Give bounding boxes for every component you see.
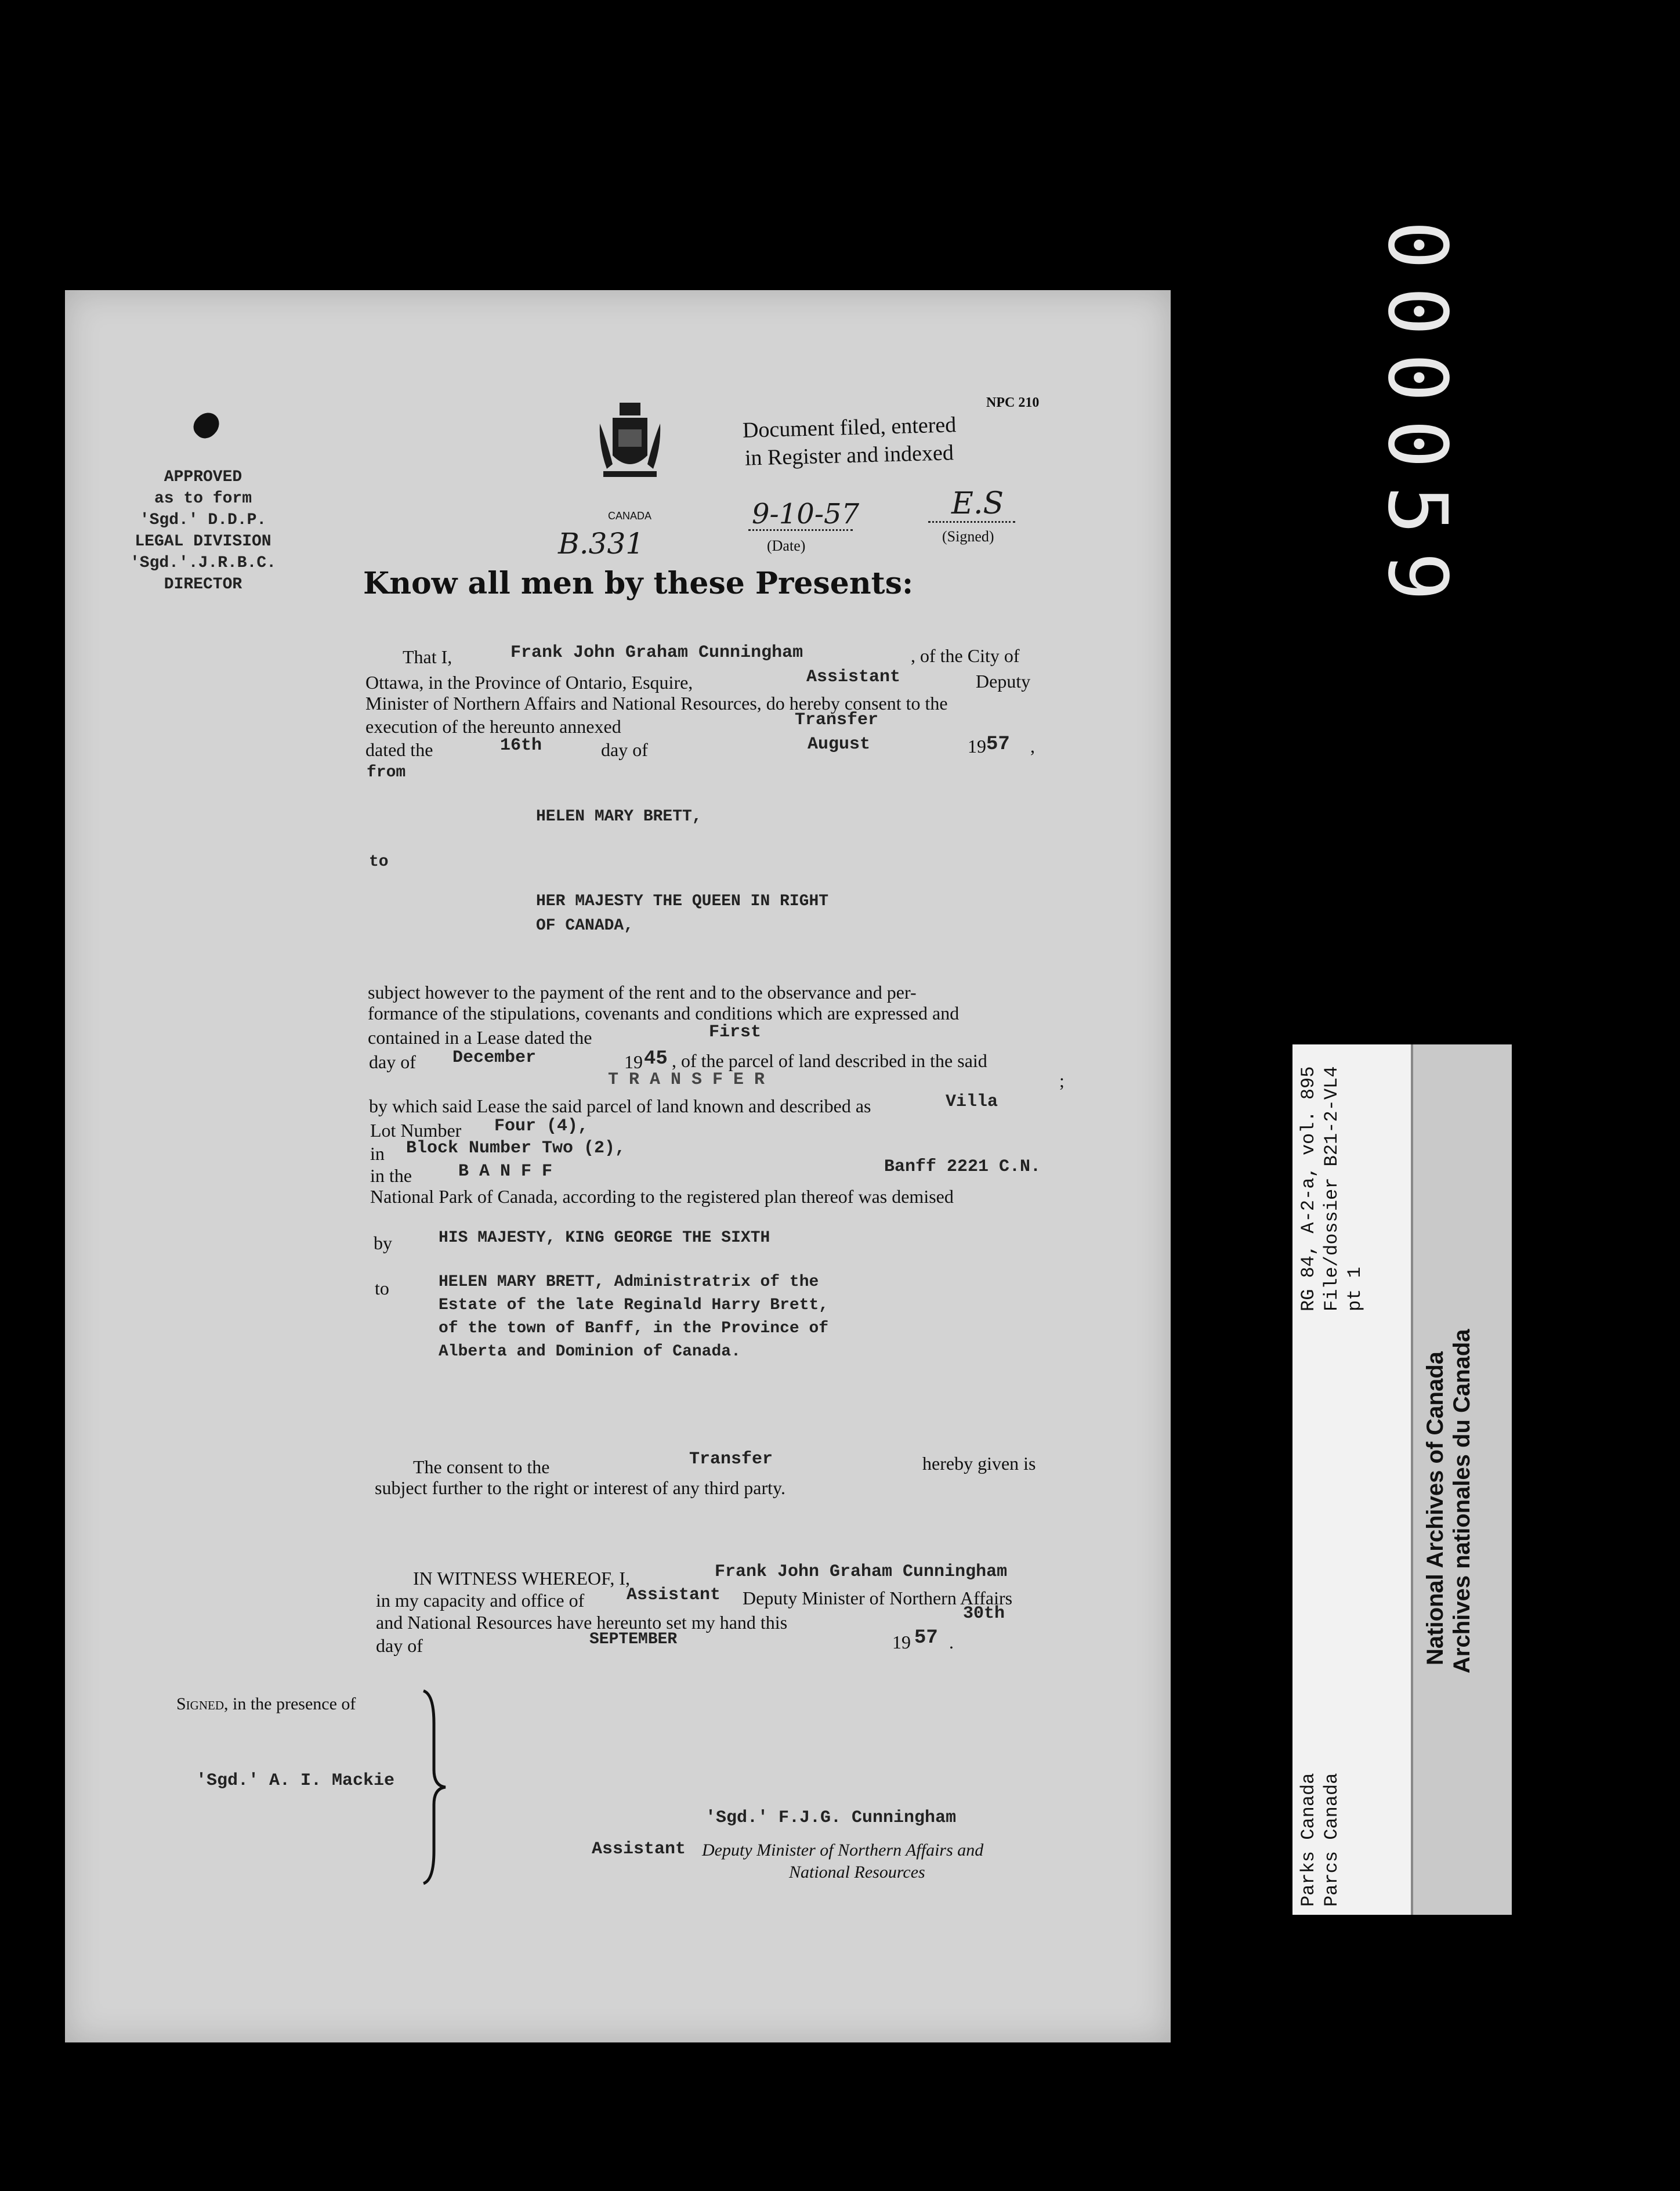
witness-year-suffix: 57 bbox=[914, 1627, 938, 1649]
approved-line: as to form bbox=[154, 490, 252, 508]
approved-stamp bbox=[99, 467, 307, 595]
of-parcel: , of the parcel of land described in the said bbox=[672, 1050, 987, 1071]
lessee-line-2: Estate of the late Reginald Harry Brett, bbox=[439, 1296, 829, 1314]
witness-year-prefix: 19 bbox=[892, 1632, 911, 1653]
date-caption: (Date) bbox=[767, 537, 806, 554]
by-label: by bbox=[374, 1232, 392, 1253]
semicolon: ; bbox=[1059, 1070, 1065, 1091]
approved-line: DIRECTOR bbox=[164, 576, 242, 594]
witness-signature: 'Sgd.' A. I. Mackie bbox=[196, 1771, 395, 1791]
lessee-to-label: to bbox=[375, 1278, 389, 1299]
day-of: day of bbox=[601, 739, 648, 760]
approved-line: 'Sgd.' D.D.P. bbox=[139, 511, 267, 529]
plan-number: Banff 2221 C.N. bbox=[884, 1157, 1041, 1177]
filed-date: 9-10-57 bbox=[752, 498, 860, 530]
lessee-line-4: Alberta and Dominion of Canada. bbox=[439, 1343, 741, 1361]
office-line-2: National Resources bbox=[789, 1863, 925, 1882]
signed-in-presence bbox=[176, 1695, 356, 1713]
approved-line: 'Sgd.'.J.R.B.C. bbox=[129, 554, 277, 572]
signed-rest: , in the presence of bbox=[224, 1694, 356, 1713]
frame-number-text: 000059 bbox=[1370, 220, 1464, 619]
park-name: B A N F F bbox=[458, 1162, 553, 1181]
block-number: Block Number Two (2), bbox=[406, 1138, 626, 1158]
signed-initials: E.S bbox=[951, 486, 1004, 521]
ref-line-3: pt 1 bbox=[1344, 1267, 1366, 1311]
bracket bbox=[418, 1689, 452, 1886]
lease-day-of: day of bbox=[369, 1051, 416, 1072]
office-line-1: Deputy Minister of Northern Affairs and bbox=[702, 1841, 984, 1860]
lease-line-3: contained in a Lease dated the bbox=[368, 1027, 592, 1048]
archive-label-institution bbox=[1411, 1044, 1512, 1915]
instrument-spaced: T R A N S F E R bbox=[608, 1070, 765, 1090]
dated-day: 16th bbox=[500, 736, 542, 755]
signed-caption: (Signed) bbox=[942, 528, 994, 545]
lease-day: First bbox=[709, 1022, 762, 1042]
filed-line-2: in Register and indexed bbox=[744, 440, 954, 471]
consent-line-4: execution of the hereunto annexed bbox=[365, 716, 621, 737]
lease-month: December bbox=[452, 1048, 537, 1068]
period: . bbox=[949, 1632, 954, 1653]
lot-number: Four (4), bbox=[494, 1116, 589, 1136]
deputy-minister: Deputy Minister of Northern Affairs bbox=[743, 1588, 1013, 1608]
from-label: from bbox=[367, 764, 406, 782]
frame-number bbox=[1370, 220, 1464, 789]
dated-the: dated the bbox=[365, 739, 433, 760]
year-prefix: 19 bbox=[968, 736, 986, 757]
signatory: 'Sgd.' F.J.G. Cunningham bbox=[705, 1808, 957, 1828]
comma: , bbox=[1030, 736, 1035, 757]
closing-instrument: Transfer bbox=[689, 1449, 773, 1469]
approved-line: APPROVED bbox=[164, 468, 242, 486]
form-number: NPC 210 bbox=[986, 395, 1040, 410]
witness-month: SEPTEMBER bbox=[589, 1630, 678, 1648]
in-witness: IN WITNESS WHEREOF, I, bbox=[413, 1568, 631, 1589]
national-park-line: National Park of Canada, according to the registered plan thereof was demised bbox=[370, 1186, 954, 1207]
crest-caption: CANADA bbox=[608, 510, 652, 522]
in-label: in bbox=[370, 1143, 385, 1164]
subject-further: subject further to the right or interest of any third party. bbox=[375, 1477, 785, 1498]
to-party-line-2: OF CANADA, bbox=[536, 917, 634, 935]
signed-caps: Signed bbox=[176, 1694, 225, 1713]
lease-year-suffix: 45 bbox=[644, 1048, 668, 1070]
lease-line-2: formance of the stipulations, covenants and conditions which are expressed and bbox=[368, 1003, 960, 1024]
consent-line-3: Minister of Northern Affairs and National Resources, do hereby consent to the bbox=[365, 693, 948, 714]
capacity: in my capacity and office of bbox=[376, 1590, 585, 1611]
in-the: in the bbox=[370, 1165, 412, 1186]
year-suffix: 57 bbox=[986, 733, 1010, 755]
file-reference: B.331 bbox=[558, 527, 645, 561]
agency-fr: Parcs Canada bbox=[1321, 1773, 1342, 1907]
signed-rule bbox=[928, 521, 1015, 523]
witness-day-of: day of bbox=[376, 1635, 423, 1656]
of-city: , of the City of bbox=[911, 645, 1020, 666]
signatory-assistant: Assistant bbox=[592, 1839, 686, 1859]
hereby-given: hereby given is bbox=[922, 1453, 1036, 1474]
lot-number-label: Lot Number bbox=[370, 1120, 462, 1141]
ref-line-1: RG 84, A-2-a, vol. 895 bbox=[1298, 1066, 1319, 1311]
lessor: HIS MAJESTY, KING GEORGE THE SIXTH bbox=[439, 1229, 770, 1247]
witness-day: 30th bbox=[963, 1604, 1005, 1624]
consenter-name: Frank John Graham Cunningham bbox=[510, 643, 803, 663]
archives-en: National Archives of Canada bbox=[1422, 1351, 1448, 1665]
that-i: That I, bbox=[403, 646, 452, 667]
page-title: Know all men by these Presents: bbox=[363, 566, 914, 601]
to-label: to bbox=[369, 853, 389, 871]
dated-month: August bbox=[808, 735, 871, 754]
archive-label-reference bbox=[1292, 1044, 1411, 1915]
by-which: by which said Lease the said parcel of land known and described as bbox=[369, 1096, 871, 1116]
parcel-type: Villa bbox=[946, 1092, 998, 1112]
agency-en: Parks Canada bbox=[1298, 1773, 1319, 1907]
filed-line-1: Document filed, entered bbox=[742, 413, 957, 443]
ref-line-2: File/dossier B21-2-VL4 bbox=[1321, 1066, 1342, 1311]
from-party: HELEN MARY BRETT, bbox=[536, 808, 702, 826]
lease-line-1: subject however to the payment of the rent and to the observance and per- bbox=[368, 982, 917, 1003]
instrument: Transfer bbox=[795, 710, 879, 730]
national-resources: and National Resources have hereunto set my hand this bbox=[376, 1612, 788, 1633]
witness-name: Frank John Graham Cunningham bbox=[715, 1562, 1008, 1582]
to-party-line-1: HER MAJESTY THE QUEEN IN RIGHT bbox=[536, 892, 829, 910]
consent-to-the: The consent to the bbox=[413, 1456, 550, 1477]
lease-year-prefix: 19 bbox=[624, 1051, 643, 1072]
witness-title: Assistant bbox=[627, 1585, 721, 1605]
archives-fr: Archives nationales du Canada bbox=[1449, 1329, 1475, 1673]
deputy: Deputy bbox=[976, 671, 1031, 692]
lessee-line-1: HELEN MARY BRETT, Administratrix of the bbox=[439, 1273, 819, 1291]
date-rule bbox=[748, 529, 853, 531]
consent-line-2: Ottawa, in the Province of Ontario, Esquire, bbox=[365, 672, 693, 693]
lessee-line-3: of the town of Banff, in the Province of bbox=[439, 1319, 829, 1337]
approved-line: LEGAL DIVISION bbox=[135, 533, 271, 551]
consenter-title: Assistant bbox=[806, 667, 901, 687]
canada-crest-icon bbox=[595, 400, 665, 505]
